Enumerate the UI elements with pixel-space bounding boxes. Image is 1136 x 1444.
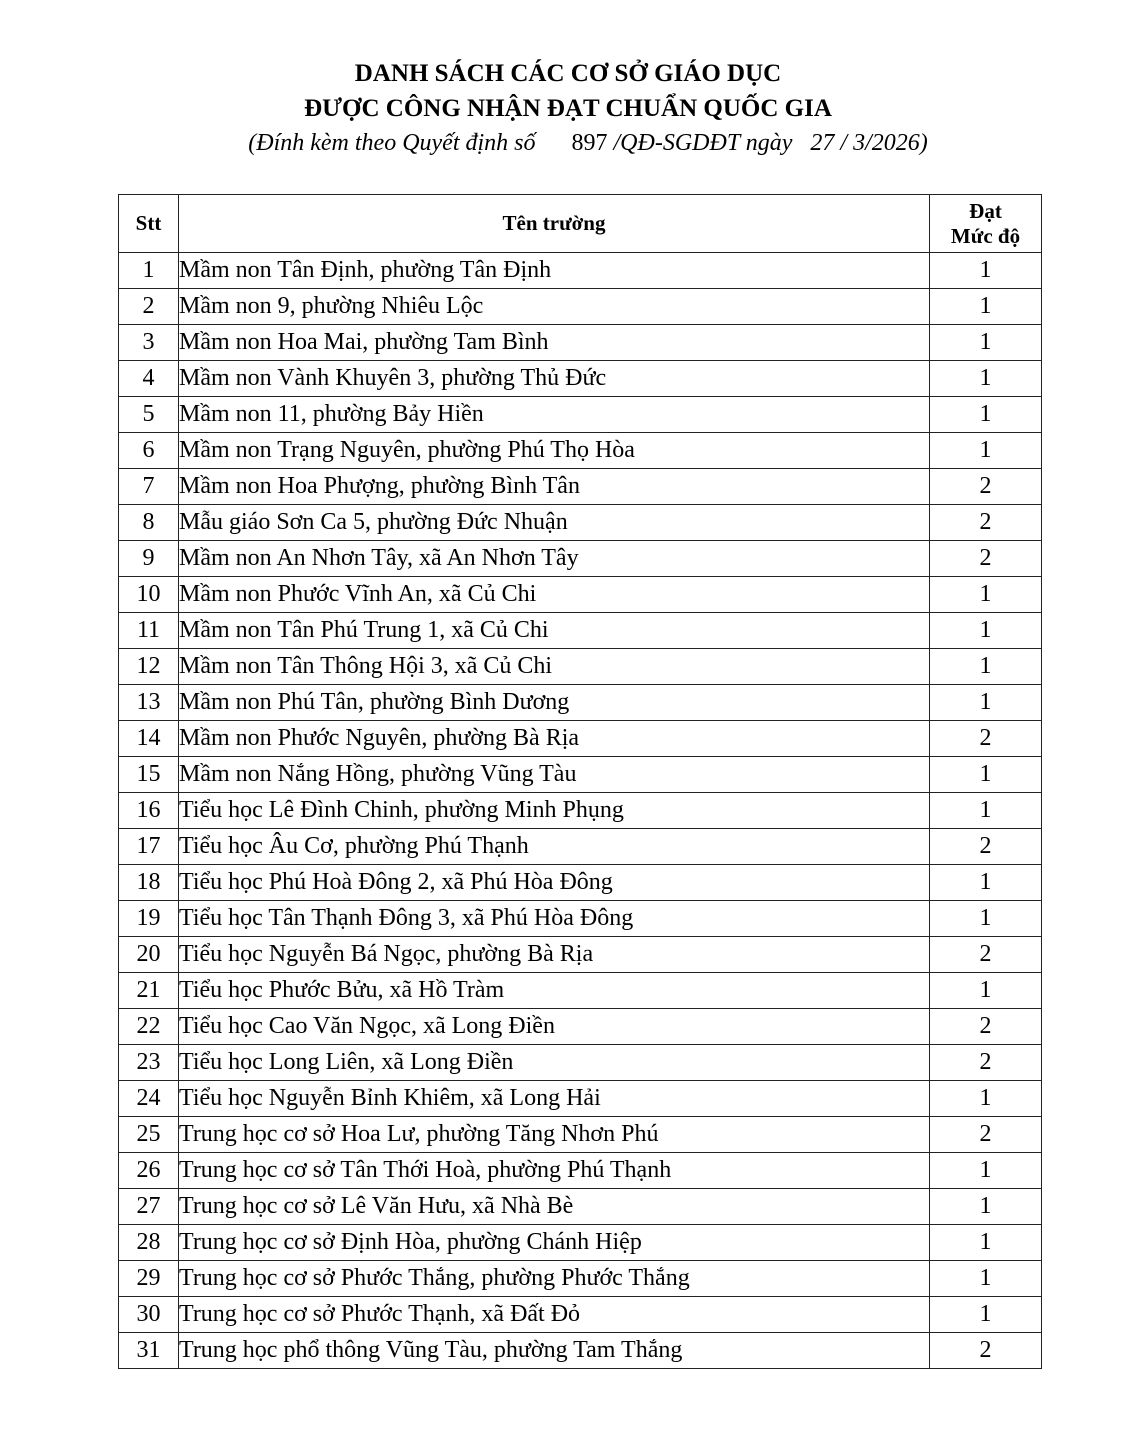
table-row bbox=[119, 1009, 1042, 1045]
row-school-name: Mầm non Trạng Nguyên, phường Phú Thọ Hòa bbox=[179, 433, 930, 469]
document-subtitle bbox=[0, 126, 1136, 160]
row-stt: 2 bbox=[119, 289, 179, 325]
header-level-line2: Mức độ bbox=[950, 223, 1021, 248]
row-level: 1 bbox=[930, 1153, 1042, 1189]
row-stt: 11 bbox=[119, 613, 179, 649]
table-row bbox=[119, 829, 1042, 865]
document-title-line1: DANH SÁCH CÁC CƠ SỞ GIÁO DỤC bbox=[354, 60, 782, 87]
table-row bbox=[119, 1333, 1042, 1369]
row-school-name: Mầm non Hoa Mai, phường Tam Bình bbox=[179, 325, 930, 361]
row-level: 1 bbox=[930, 973, 1042, 1009]
row-level: 2 bbox=[930, 829, 1042, 865]
row-level: 1 bbox=[930, 325, 1042, 361]
row-school-name: Tiểu học Tân Thạnh Đông 3, xã Phú Hòa Đông bbox=[179, 901, 930, 937]
row-level: 2 bbox=[930, 721, 1042, 757]
row-level: 2 bbox=[930, 505, 1042, 541]
table-row bbox=[119, 649, 1042, 685]
header-stt: Stt bbox=[119, 195, 179, 253]
row-stt: 20 bbox=[119, 937, 179, 973]
header-level bbox=[930, 195, 1042, 253]
row-level: 1 bbox=[930, 253, 1042, 289]
table-row bbox=[119, 289, 1042, 325]
row-stt: 28 bbox=[119, 1225, 179, 1261]
table-row bbox=[119, 901, 1042, 937]
row-level: 2 bbox=[930, 937, 1042, 973]
table-row bbox=[119, 937, 1042, 973]
row-stt: 1 bbox=[119, 253, 179, 289]
subtitle-prefix: (Đính kèm theo Quyết định số bbox=[248, 130, 536, 156]
row-stt: 31 bbox=[119, 1333, 179, 1369]
row-level: 1 bbox=[930, 289, 1042, 325]
row-school-name: Mầm non Tân Định, phường Tân Định bbox=[179, 253, 930, 289]
row-stt: 5 bbox=[119, 397, 179, 433]
row-stt: 29 bbox=[119, 1261, 179, 1297]
row-stt: 23 bbox=[119, 1045, 179, 1081]
document-title-line2: ĐƯỢC CÔNG NHẬN ĐẠT CHUẨN QUỐC GIA bbox=[304, 95, 832, 122]
row-school-name: Tiểu học Phú Hoà Đông 2, xã Phú Hòa Đông bbox=[179, 865, 930, 901]
row-school-name: Trung học cơ sở Phước Thạnh, xã Đất Đỏ bbox=[179, 1297, 930, 1333]
row-school-name: Tiểu học Long Liên, xã Long Điền bbox=[179, 1045, 930, 1081]
row-school-name: Mầm non Phước Nguyên, phường Bà Rịa bbox=[179, 721, 930, 757]
row-level: 1 bbox=[930, 361, 1042, 397]
row-level: 1 bbox=[930, 397, 1042, 433]
row-school-name: Mầm non Nắng Hồng, phường Vũng Tàu bbox=[179, 757, 930, 793]
row-school-name: Mầm non Phú Tân, phường Bình Dương bbox=[179, 685, 930, 721]
table-row bbox=[119, 1225, 1042, 1261]
row-level: 1 bbox=[930, 649, 1042, 685]
row-school-name: Tiểu học Nguyễn Bỉnh Khiêm, xã Long Hải bbox=[179, 1081, 930, 1117]
table-row bbox=[119, 469, 1042, 505]
row-school-name: Trung học cơ sở Tân Thới Hoà, phường Phú Thạnh bbox=[179, 1153, 930, 1189]
row-stt: 14 bbox=[119, 721, 179, 757]
table-row bbox=[119, 397, 1042, 433]
table-row bbox=[119, 541, 1042, 577]
row-school-name: Trung học cơ sở Định Hòa, phường Chánh Hiệp bbox=[179, 1225, 930, 1261]
row-school-name: Tiểu học Cao Văn Ngọc, xã Long Điền bbox=[179, 1009, 930, 1045]
row-stt: 21 bbox=[119, 973, 179, 1009]
table-row bbox=[119, 613, 1042, 649]
table-row bbox=[119, 433, 1042, 469]
row-stt: 6 bbox=[119, 433, 179, 469]
table-row bbox=[119, 685, 1042, 721]
row-stt: 22 bbox=[119, 1009, 179, 1045]
table-row bbox=[119, 1045, 1042, 1081]
document-header bbox=[0, 56, 1136, 160]
table-row bbox=[119, 577, 1042, 613]
row-level: 1 bbox=[930, 577, 1042, 613]
row-stt: 18 bbox=[119, 865, 179, 901]
row-school-name: Mẫu giáo Sơn Ca 5, phường Đức Nhuận bbox=[179, 505, 930, 541]
decision-date: 27 / 3/2026) bbox=[810, 130, 928, 156]
row-level: 2 bbox=[930, 1009, 1042, 1045]
row-school-name: Tiểu học Âu Cơ, phường Phú Thạnh bbox=[179, 829, 930, 865]
subtitle-mid: /QĐ-SGDĐT ngày bbox=[613, 130, 793, 156]
row-stt: 3 bbox=[119, 325, 179, 361]
row-stt: 15 bbox=[119, 757, 179, 793]
row-level: 1 bbox=[930, 1297, 1042, 1333]
row-school-name: Mầm non Hoa Phượng, phường Bình Tân bbox=[179, 469, 930, 505]
table-row bbox=[119, 253, 1042, 289]
table-row bbox=[119, 1261, 1042, 1297]
table-row bbox=[119, 1117, 1042, 1153]
row-stt: 13 bbox=[119, 685, 179, 721]
row-school-name: Mầm non An Nhơn Tây, xã An Nhơn Tây bbox=[179, 541, 930, 577]
row-level: 1 bbox=[930, 613, 1042, 649]
row-school-name: Trung học cơ sở Phước Thắng, phường Phước Thắng bbox=[179, 1261, 930, 1297]
schools-table bbox=[118, 194, 1042, 1369]
row-level: 1 bbox=[930, 757, 1042, 793]
table-row bbox=[119, 721, 1042, 757]
row-level: 1 bbox=[930, 685, 1042, 721]
table-header-row bbox=[119, 195, 1042, 253]
row-stt: 19 bbox=[119, 901, 179, 937]
table-row bbox=[119, 1081, 1042, 1117]
row-level: 1 bbox=[930, 1225, 1042, 1261]
row-school-name: Tiểu học Phước Bửu, xã Hồ Tràm bbox=[179, 973, 930, 1009]
row-level: 1 bbox=[930, 901, 1042, 937]
row-stt: 7 bbox=[119, 469, 179, 505]
row-school-name: Trung học cơ sở Hoa Lư, phường Tăng Nhơn Phú bbox=[179, 1117, 930, 1153]
table-row bbox=[119, 1189, 1042, 1225]
table-row bbox=[119, 325, 1042, 361]
row-stt: 17 bbox=[119, 829, 179, 865]
row-stt: 12 bbox=[119, 649, 179, 685]
row-level: 2 bbox=[930, 541, 1042, 577]
row-school-name: Tiểu học Lê Đình Chinh, phường Minh Phụng bbox=[179, 793, 930, 829]
table-row bbox=[119, 793, 1042, 829]
row-stt: 24 bbox=[119, 1081, 179, 1117]
header-name: Tên trường bbox=[179, 195, 930, 253]
table-row bbox=[119, 1153, 1042, 1189]
table-row bbox=[119, 1297, 1042, 1333]
row-stt: 30 bbox=[119, 1297, 179, 1333]
row-school-name: Mầm non 9, phường Nhiêu Lộc bbox=[179, 289, 930, 325]
row-school-name: Mầm non Vành Khuyên 3, phường Thủ Đức bbox=[179, 361, 930, 397]
table-row bbox=[119, 757, 1042, 793]
row-level: 2 bbox=[930, 1045, 1042, 1081]
row-level: 1 bbox=[930, 1081, 1042, 1117]
header-level-line1: Đạt bbox=[969, 198, 1002, 223]
row-school-name: Mầm non Phước Vĩnh An, xã Củ Chi bbox=[179, 577, 930, 613]
row-school-name: Mầm non 11, phường Bảy Hiền bbox=[179, 397, 930, 433]
row-school-name: Mầm non Tân Phú Trung 1, xã Củ Chi bbox=[179, 613, 930, 649]
table-row bbox=[119, 973, 1042, 1009]
table-row bbox=[119, 865, 1042, 901]
row-level: 1 bbox=[930, 865, 1042, 901]
table-row bbox=[119, 361, 1042, 397]
row-level: 1 bbox=[930, 1189, 1042, 1225]
row-level: 1 bbox=[930, 433, 1042, 469]
row-school-name: Mầm non Tân Thông Hội 3, xã Củ Chi bbox=[179, 649, 930, 685]
row-level: 1 bbox=[930, 793, 1042, 829]
table-body bbox=[119, 253, 1042, 1369]
row-stt: 9 bbox=[119, 541, 179, 577]
row-school-name: Trung học phổ thông Vũng Tàu, phường Tam Thắng bbox=[179, 1333, 930, 1369]
row-stt: 25 bbox=[119, 1117, 179, 1153]
row-stt: 26 bbox=[119, 1153, 179, 1189]
row-stt: 27 bbox=[119, 1189, 179, 1225]
table-row bbox=[119, 505, 1042, 541]
row-stt: 8 bbox=[119, 505, 179, 541]
row-level: 2 bbox=[930, 469, 1042, 505]
row-level: 1 bbox=[930, 1261, 1042, 1297]
row-school-name: Trung học cơ sở Lê Văn Hưu, xã Nhà Bè bbox=[179, 1189, 930, 1225]
row-stt: 4 bbox=[119, 361, 179, 397]
row-level: 2 bbox=[930, 1117, 1042, 1153]
row-school-name: Tiểu học Nguyễn Bá Ngọc, phường Bà Rịa bbox=[179, 937, 930, 973]
row-stt: 10 bbox=[119, 577, 179, 613]
decision-number: 897 bbox=[571, 130, 608, 156]
row-stt: 16 bbox=[119, 793, 179, 829]
row-level: 2 bbox=[930, 1333, 1042, 1369]
